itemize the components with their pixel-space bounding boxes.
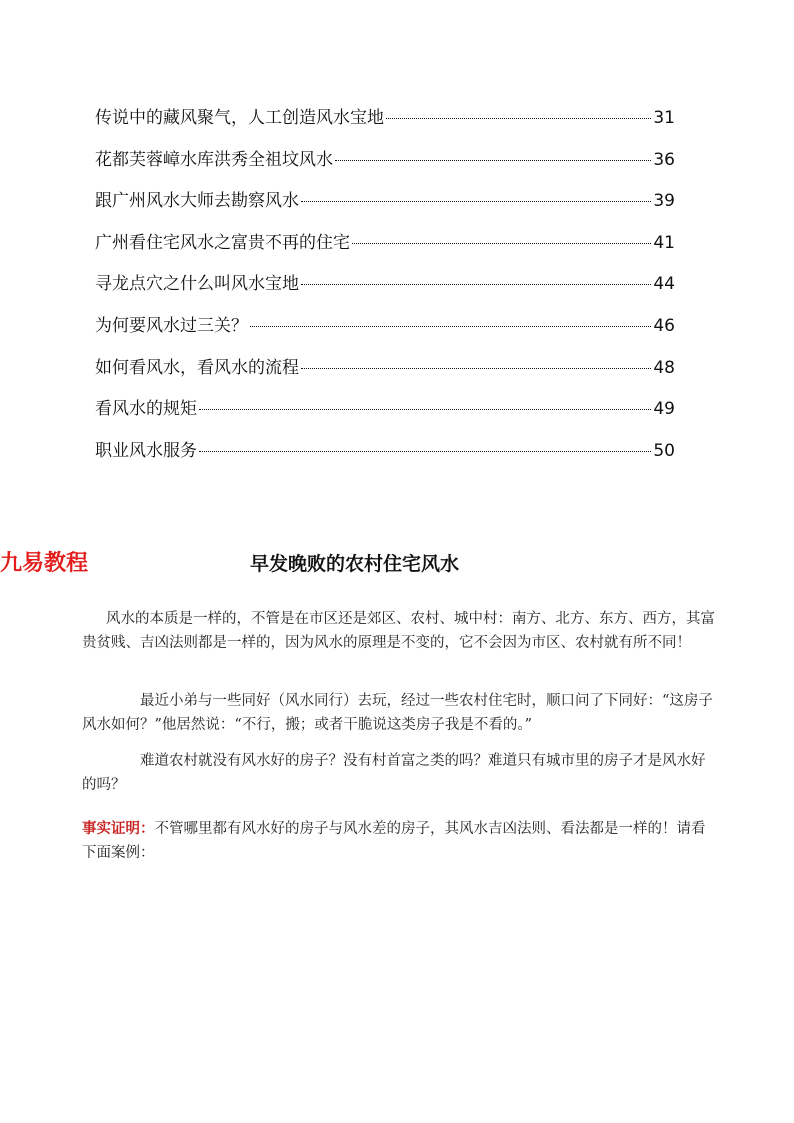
toc-entry-page: 50 [653,440,675,461]
fact-text: 不管哪里都有风水好的房子与风水差的房子，其风水吉凶法则、看法都是一样的！请看下面案例： [82,821,706,861]
toc-entry-page: 39 [653,191,675,212]
toc-entry-title: 看风水的规矩 [95,399,197,420]
toc-entry-page: 36 [653,149,675,170]
toc-entry[interactable] [95,145,675,187]
toc-entry[interactable] [95,228,675,270]
toc-entry-title: 如何看风水，看风水的流程 [95,357,299,378]
table-of-contents [95,103,675,477]
toc-entry[interactable] [95,269,675,311]
toc-entry[interactable] [95,353,675,395]
article-paragraph: 最近小弟与一些同好（风水同行）去玩，经过一些农村住宅时，顺口问了下同好：“这房子风水如何？”他居然说：“不行，搬；或者干脆说这类房子我是不看的。” [82,693,713,733]
toc-dot-leader [199,451,651,452]
toc-entry-page: 41 [653,232,675,253]
toc-dot-leader [250,326,651,327]
toc-entry[interactable] [95,311,675,353]
toc-entry-page: 48 [653,357,675,378]
toc-dot-leader [301,368,651,369]
brand-logo-text: 九易教程 [0,551,89,576]
toc-entry-title: 职业风水服务 [95,440,197,461]
article-title: 早发晚败的农村住宅风水 [250,553,460,575]
toc-entry-page: 31 [653,108,675,128]
toc-dot-leader [352,243,651,244]
toc-entry-page: 44 [653,274,675,295]
toc-dot-leader [301,201,651,202]
toc-entry-title: 花都芙蓉嶂水库洪秀全祖坟风水 [95,149,333,170]
article-paragraph: 难道农村就没有风水好的房子？没有村首富之类的吗？难道只有城市里的房子才是风水好的吗？ [82,753,706,793]
toc-dot-leader [335,160,651,161]
toc-entry-title: 为何要风水过三关？ [95,315,248,336]
toc-entry-title: 寻龙点穴之什么叫风水宝地 [95,274,299,295]
toc-entry[interactable] [95,103,675,145]
toc-dot-leader [386,118,651,119]
toc-entry-page: 46 [653,315,675,336]
toc-entry[interactable] [95,394,675,436]
toc-dot-leader [199,409,651,410]
toc-entry[interactable] [95,186,675,228]
toc-entry-title: 跟广州风水大师去勘察风水 [95,191,299,212]
toc-entry[interactable] [95,436,675,478]
toc-dot-leader [301,284,651,285]
fact-paragraph [82,817,718,865]
toc-entry-title: 广州看住宅风水之富贵不再的住宅 [95,232,350,253]
toc-entry-title: 传说中的藏风聚气，人工创造风水宝地 [95,108,384,128]
fact-label: 事实证明： [82,820,155,837]
toc-entry-page: 49 [653,399,675,420]
article-paragraph: 风水的本质是一样的，不管是在市区还是郊区、农村、城中村：南方、北方、东方、西方，其富贵贫贱、吉凶法则都是一样的，因为风水的原理是不变的，它不会因为市区、农村就有所不同！ [82,611,715,651]
